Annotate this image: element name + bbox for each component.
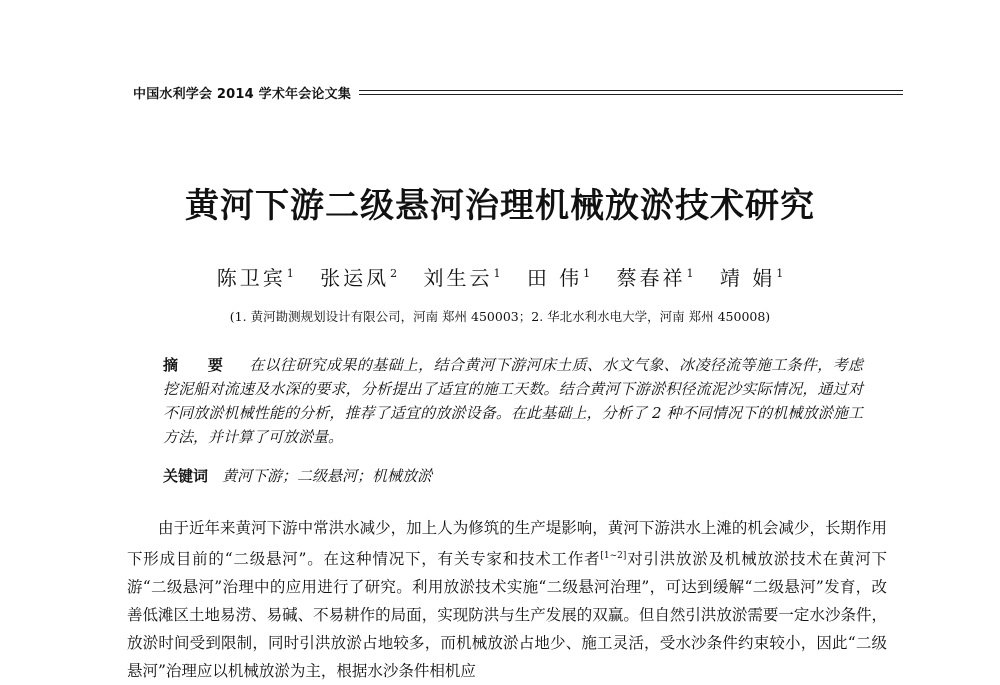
citation-ref: [1~2]: [600, 551, 627, 561]
running-head-text: 中国水利学会 2014 学术年会论文集: [133, 86, 352, 102]
abstract-text: 在以往研究成果的基础上，结合黄河下游河床土质、水文气象、冰凌径流等施工条件，考虑挖泥船对流速及水深的要求，分析提出了适宜的施工天数。结合黄河下游淤积径流泥沙实际情况，通过对不同放淤机械性能的分析，推荐了适宜的放淤设备。在此基础上，分析了 2 种不同情况下的机械放淤施工方法，并计算了可放淤量。: [163, 356, 863, 446]
author-affiliation-mark: 1: [583, 267, 591, 281]
author-name: 陈卫宾: [216, 266, 286, 290]
author-name: 田 伟: [526, 266, 583, 290]
abstract-label: 摘 要: [163, 356, 236, 374]
author: [217, 262, 294, 291]
author-affiliation-mark: 1: [286, 267, 294, 281]
paper-title: 黄河下游二级悬河治理机械放淤技术研究: [185, 186, 815, 226]
author-name: 张运凤: [320, 266, 390, 290]
running-head-rule: [359, 90, 903, 95]
author: [423, 262, 500, 291]
body-text-part: 对引洪放淤及机械放淤技术在黄河下游“二级悬河”治理中的应用进行了研究。利用放淤技术实施“二级悬河治理”，可达到缓解“二级悬河”发育，改善低滩区土地易涝、易碱、不易耕作的局面，实现防洪与生产发展的双赢。但自然引洪放淤需要一定水沙条件，放淤时间受到限制，同时引洪放淤占地较多，而机械放淤占地少、施工灵活，受水沙条件约束较小，因此“二级悬河”治理应以机械放淤为主，根据水沙条件相机应: [127, 550, 887, 681]
author-affiliation-mark: 1: [493, 267, 501, 281]
author: [617, 262, 694, 291]
keywords-label: 关键词: [163, 467, 209, 485]
author-name: 靖 娟: [719, 266, 776, 290]
author: [720, 262, 783, 291]
abstract: [163, 353, 863, 449]
keywords-text: 黄河下游；二级悬河；机械放淤: [222, 467, 433, 485]
author-list: [0, 262, 1000, 291]
running-head: [133, 83, 903, 101]
body-paragraph: [127, 514, 887, 685]
affiliations: (1. 黄河勘测规划设计有限公司，河南 郑州 450003；2. 华北水利水电大学，河南 郑州 450008): [229, 309, 771, 324]
author-affiliation-mark: 1: [776, 267, 784, 281]
body-text-part: 由于近年来黄河下游中常洪水减少，加上人为修筑的生产堤影响，黄河下游洪水上滩的机会减少，长期作用下形成目前的“二级悬河”。在这种情况下，有关专家和技术工作者: [127, 519, 887, 569]
author: [320, 262, 397, 291]
keywords: [163, 464, 863, 488]
author-affiliation-mark: 1: [686, 267, 694, 281]
author-name: 蔡春祥: [616, 266, 686, 290]
author: [527, 262, 590, 291]
author-affiliation-mark: 2: [390, 267, 398, 281]
author-name: 刘生云: [423, 266, 493, 290]
